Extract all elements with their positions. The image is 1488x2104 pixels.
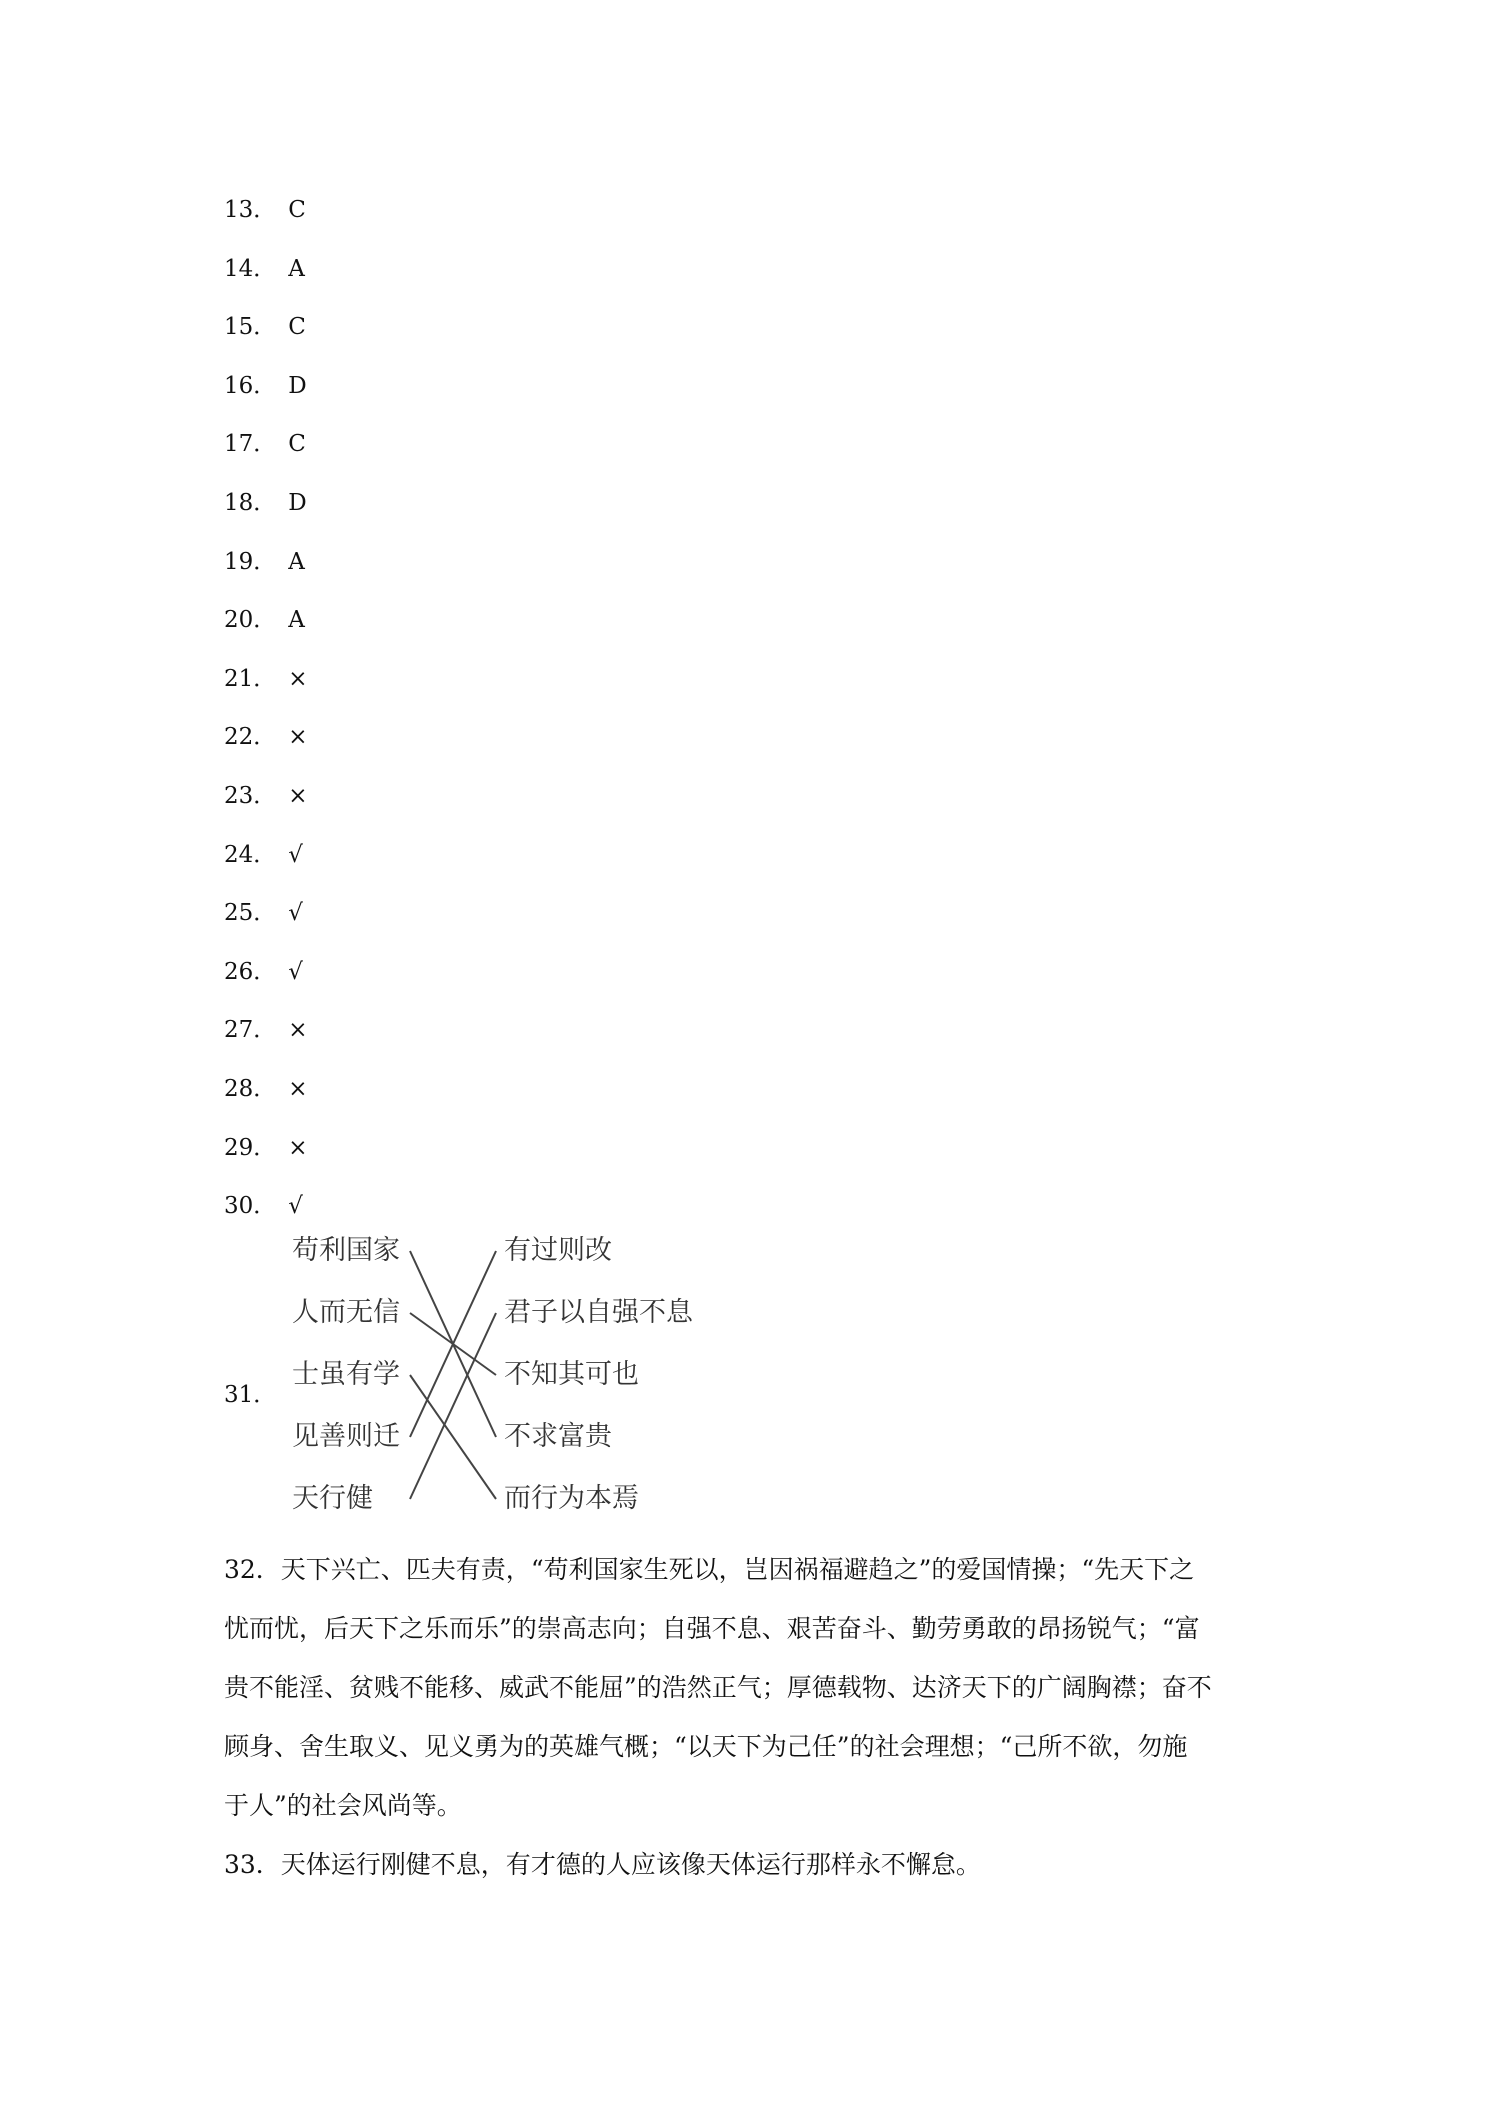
match-left-item: 天行健 [292,1483,373,1514]
answer-row [224,1074,308,1104]
q32-line: 忧而忧，后天下之乐而乐”的崇高志向；自强不息、艰苦奋斗、勤劳勇敢的昂扬锐气；“富 [224,1614,1200,1643]
answer-value: D [288,490,307,516]
q33-answer: 33．天体运行刚健不息，有才德的人应该像天体运行那样永不懈怠。 [224,1850,981,1879]
answer-value: C [288,431,306,458]
answer-number: 29． [224,1134,277,1161]
answer-value: √ [288,1193,303,1220]
answer-number: 27． [224,1017,277,1044]
q31-number: 31． [224,1382,277,1408]
answer-number: 13． [224,197,277,223]
match-right-item: 不知其可也 [504,1359,639,1390]
answer-number: 15． [224,314,277,341]
answer-number: 14． [224,255,277,282]
answer-row [224,605,305,635]
answer-value: C [288,197,306,223]
q32-line: 贵不能淫、贫贱不能移、威武不能屈”的浩然正气；厚德载物、达济天下的广阔胸襟；奋不 [224,1673,1212,1702]
answer-row [224,1191,303,1221]
answer-value: × [288,724,308,751]
answer-row [224,898,303,928]
answer-row [224,547,305,577]
answer-number: 30． [224,1193,277,1220]
answer-number: 16． [224,372,277,399]
answer-row [224,722,308,752]
match-left-item: 人而无信 [292,1297,400,1328]
answer-number: 17． [224,431,277,458]
answer-row [224,371,307,401]
answer-number: 28． [224,1076,277,1102]
answer-row [224,254,305,284]
answer-value: √ [288,958,303,985]
answer-value: × [288,1076,308,1102]
answer-row [224,781,308,811]
answer-number: 26． [224,958,277,985]
answer-value: A [288,607,305,634]
match-left-item: 士虽有学 [292,1359,400,1390]
answer-value: √ [288,841,303,868]
answer-number: 19． [224,548,277,575]
answer-row [224,429,306,459]
match-line [410,1375,496,1499]
answer-value: × [288,665,308,692]
match-left-item: 见善则迁 [292,1421,400,1452]
answer-value: √ [288,900,303,927]
answer-value: × [288,1017,308,1044]
match-line [410,1313,496,1499]
answer-number: 25． [224,900,277,927]
answer-row [224,664,308,694]
answer-row [224,1133,308,1163]
answer-row [224,1015,308,1045]
match-right-item: 而行为本焉 [504,1483,639,1514]
match-left-item: 苟利国家 [292,1235,400,1266]
answer-row [224,840,303,870]
q32-line: 顾身、舍生取义、见义勇为的英雄气概；“以天下为己任”的社会理想；“己所不欲，勿施 [224,1732,1188,1761]
answer-number: 23． [224,783,277,809]
answer-row [224,488,307,518]
answer-row [224,312,306,342]
answer-value: A [288,255,305,282]
match-right-item: 不求富贵 [504,1421,612,1452]
answer-value: × [288,783,308,809]
answer-row [224,195,306,225]
answer-number: 21． [224,665,277,692]
answer-number: 22． [224,724,277,751]
q32-line: 32．天下兴亡、匹夫有责，“苟利国家生死以，岂因祸福避趋之”的爱国情操；“先天下之 [224,1555,1195,1584]
answer-number: 18． [224,490,277,516]
q32-line: 于人”的社会风尚等。 [224,1791,462,1820]
answer-value: D [288,372,307,399]
match-right-item: 君子以自强不息 [504,1297,693,1328]
answer-value: × [288,1134,308,1161]
answer-value: C [288,314,306,341]
answer-number: 20． [224,607,277,634]
match-right-item: 有过则改 [504,1235,612,1266]
answer-row [224,957,303,987]
answer-number: 24． [224,841,277,868]
q31-matching-diagram [286,1232,746,1542]
answer-value: A [288,548,305,575]
